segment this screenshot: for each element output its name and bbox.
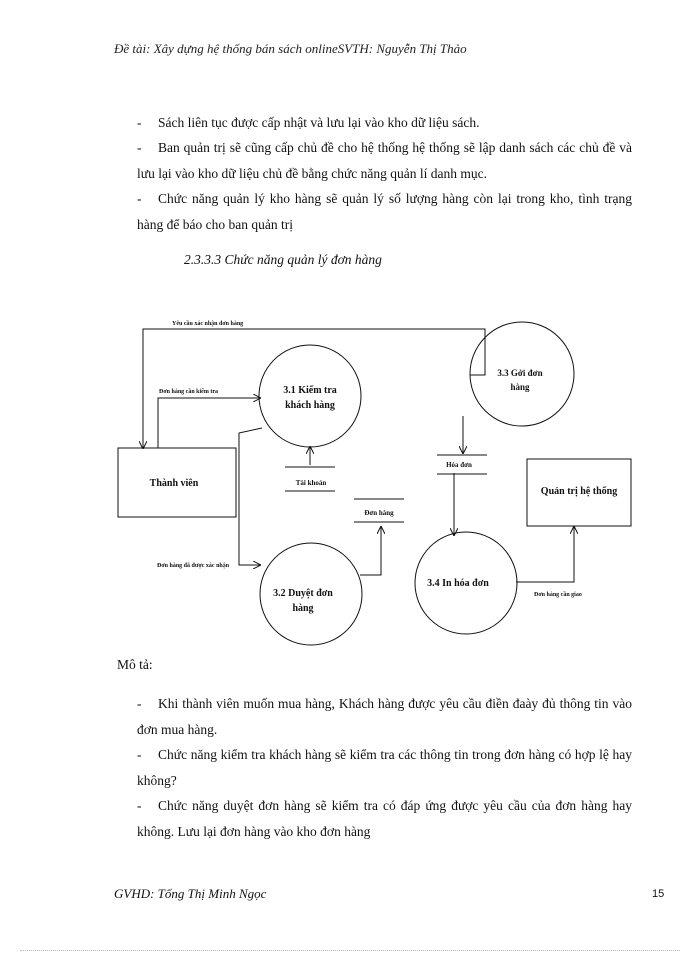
flow-can-kiem-tra-label: Đơn hàng cần kiểm tra <box>159 389 218 395</box>
flow-can-giao-line <box>516 527 574 582</box>
process-3-2-label-2: hàng <box>292 603 314 614</box>
process-3-4-label: 3.4 In hóa đơn <box>427 578 489 589</box>
bullet-dash: - <box>137 798 142 813</box>
page-header: Đề tài: Xây dựng hệ thống bán sách onlineSVTH: Nguyễn Thị Thảo <box>114 41 467 56</box>
flow-can-kiem-tra-line <box>158 398 260 448</box>
bullet-dash: - <box>137 696 142 711</box>
bullet-text: Ban quản trị sẽ cũng cấp chủ đề cho hệ thống hệ thống sẽ lập danh sách các chủ đề và lưu lại vào kho dữ liệu chủ đề bằng chức năng quản lí danh mục. <box>137 140 632 181</box>
flow-yeu-cau-label: Yêu cầu xác nhận đơn hàng <box>172 321 244 327</box>
desc-bullet-3 <box>137 793 632 844</box>
process-3-1-label-2: khách hàng <box>285 400 335 411</box>
process-3-1 <box>259 345 361 447</box>
entity-quan-tri-label: Quản trị hệ thống <box>540 486 618 497</box>
bullet-text: Sách liên tục được cấp nhật và lưu lại vào kho dữ liệu sách. <box>158 115 480 130</box>
flow-da-xac-nhan-line <box>239 428 262 565</box>
bullet-text: Chức năng duyệt đơn hàng sẽ kiểm tra có đáp ứng được yêu cầu của đơn hàng hay không. Lưu lại đơn hàng vào kho đơn hàng <box>137 798 632 839</box>
process-3-1-label-1: 3.1 Kiểm tra <box>283 385 337 396</box>
bullet-dash: - <box>137 747 142 762</box>
store-don-hang-label: Đơn hàng <box>364 509 394 517</box>
flow-can-giao-label: Đơn hàng cần giao <box>534 592 582 598</box>
process-3-2-label-1: 3.2 Duyệt đơn <box>273 588 333 599</box>
bullet-text: Chức năng quản lý kho hàng sẽ quản lý số lượng hàng còn lại trong kho, tình trạng hàng để báo cho ban quản trị <box>137 191 632 232</box>
store-tai-khoan-label: Tài khoản <box>295 479 327 487</box>
mota-label: Mô tả: <box>117 657 153 672</box>
flow-da-xac-nhan-label: Đơn hàng đã được xác nhận <box>157 563 230 569</box>
section-heading: 2.3.3.3 Chức năng quản lý đơn hàng <box>184 252 382 267</box>
flow-to-don-hang-line <box>360 527 381 575</box>
bullet-text: Chức năng kiểm tra khách hàng sẽ kiểm tra các thông tin trong đơn hàng có hợp lệ hay không? <box>137 747 632 788</box>
process-3-3-label-2: hàng <box>510 382 530 392</box>
bullet-dash: - <box>137 115 142 130</box>
store-hoa-don-label: Hóa đơn <box>446 461 472 469</box>
entity-thanh-vien-label: Thành viên <box>149 478 199 489</box>
desc-bullet-2 <box>137 742 632 793</box>
page-bottom-divider <box>20 950 680 951</box>
bullet-text: Khi thành viên muốn mua hàng, Khách hàng được yêu cầu điền đaày đủ thông tin vào đơn mua hàng. <box>137 696 632 737</box>
desc-bullet-1 <box>137 691 632 742</box>
bullet-dash: - <box>137 140 142 155</box>
page-footer: GVHD: Tống Thị Minh Ngọc <box>114 886 267 901</box>
bullet-dash: - <box>137 191 142 206</box>
process-3-3-label-1: 3.3 Gởi đơn <box>497 368 543 378</box>
page-number: 15 <box>652 888 665 900</box>
